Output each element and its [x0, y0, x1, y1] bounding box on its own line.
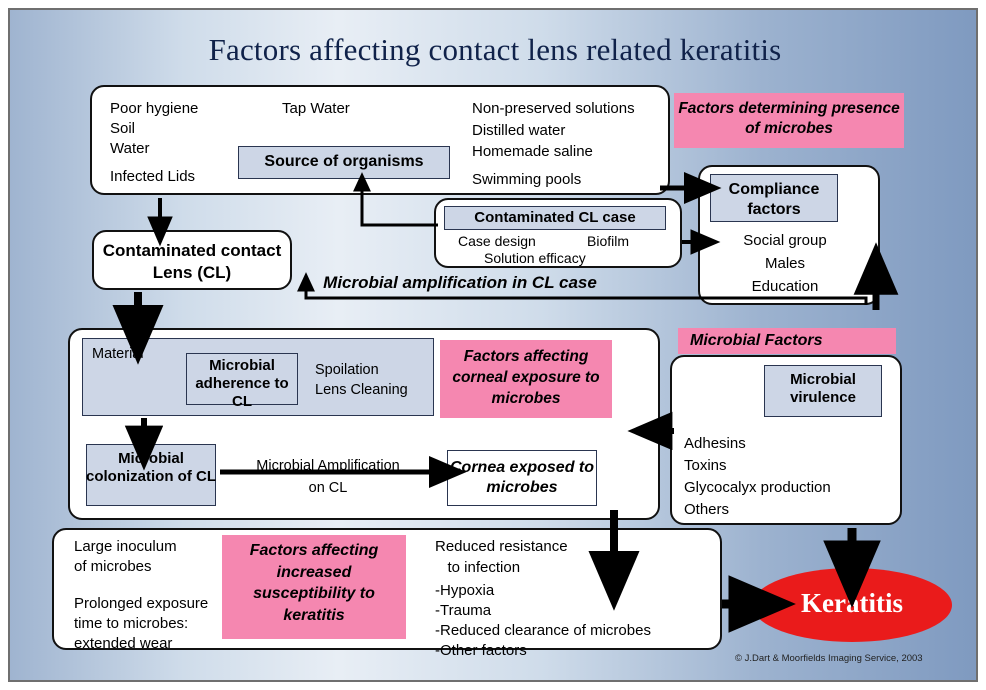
- microbial-adherence-label: Microbial adherence to CL: [195, 357, 289, 410]
- microbial-amplification-in-case-label: Microbial amplification in CL case: [323, 273, 597, 292]
- contaminated-cl-case-label: Contaminated CL case: [474, 209, 636, 226]
- bottom-right-1: to infection: [435, 559, 521, 576]
- diagram-frame: [8, 8, 978, 682]
- bottom-right-3: -Trauma: [435, 602, 492, 619]
- cl-case-item-1: Biofilm: [587, 233, 630, 249]
- microbial-item-0: Adhesins: [684, 435, 746, 452]
- bottom-right-2: -Hypoxia: [435, 582, 495, 599]
- contaminated-contact-lens-label: Contaminated contact Lens (CL): [102, 241, 282, 283]
- microbial-colonization-label: Microbial colonization of CL: [86, 450, 216, 486]
- cl-case-item-2: Solution efficacy: [484, 250, 586, 266]
- compliance-item-2: Education: [751, 278, 819, 295]
- bottom-left-0: Large inoculum: [74, 538, 177, 555]
- tap-water-label: Tap Water: [282, 100, 350, 117]
- source-col1-item-3: Infected Lids: [110, 168, 196, 185]
- source-col3-item-1: Distilled water: [472, 122, 566, 139]
- credit-text: © J.Dart & Moorfields Imaging Service, 2003: [735, 653, 923, 664]
- microbial-virulence-label: Microbial virulence: [790, 371, 856, 407]
- compliance-item-0: Social group: [743, 232, 827, 249]
- source-col1-item-1: Soil: [110, 120, 136, 137]
- source-col3-item-2: Homemade saline: [472, 143, 593, 160]
- bottom-right-4: -Reduced clearance of microbes: [435, 622, 651, 639]
- source-of-organisms-label: Source of organisms: [264, 153, 424, 170]
- microbial-item-1: Toxins: [684, 457, 727, 474]
- bottom-left-2: Prolonged exposure: [74, 595, 209, 612]
- microbial-factors-title: Microbial Factors: [690, 332, 823, 349]
- compliance-factors-title: Compliance factors: [728, 181, 820, 218]
- bottom-right-5: -Other factors: [435, 642, 527, 659]
- cornea-exposed-label: Cornea exposed to microbes: [449, 459, 595, 496]
- source-col1-item-0: Poor hygiene: [110, 100, 199, 117]
- microbial-item-2: Glycocalyx production: [684, 479, 831, 496]
- on-cl-label: on CL: [308, 480, 348, 496]
- bottom-left-3: time to microbes:: [74, 615, 189, 632]
- lens-cleaning-label: Lens Cleaning: [315, 382, 408, 398]
- bottom-left-1: of microbes: [74, 558, 152, 575]
- bottom-left-4: extended wear: [74, 635, 173, 652]
- source-col1-item-2: Water: [110, 140, 150, 157]
- source-col3-item-3: Swimming pools: [472, 171, 582, 188]
- page-title: Factors affecting contact lens related keratitis: [208, 32, 782, 67]
- source-col3-item-0: Non-preserved solutions: [472, 100, 635, 117]
- bottom-right-0: Reduced resistance: [435, 538, 568, 555]
- microbial-amplification-label: Microbial Amplification: [256, 458, 400, 474]
- compliance-item-1: Males: [764, 255, 805, 272]
- keratitis-label: Keratitis: [801, 588, 903, 618]
- cl-case-item-0: Case design: [458, 233, 536, 249]
- factors-susceptibility-label: Factors affecting increased susceptibility to keratitis: [249, 542, 379, 624]
- material-label: Material: [92, 346, 144, 362]
- spoilation-label: Spoilation: [315, 362, 379, 378]
- factors-determining-microbes-label: Factors determining presence of microbes: [678, 100, 900, 138]
- factors-corneal-exposure-label: Factors affecting corneal exposure to microbes: [452, 348, 600, 407]
- microbial-item-3: Others: [684, 501, 730, 518]
